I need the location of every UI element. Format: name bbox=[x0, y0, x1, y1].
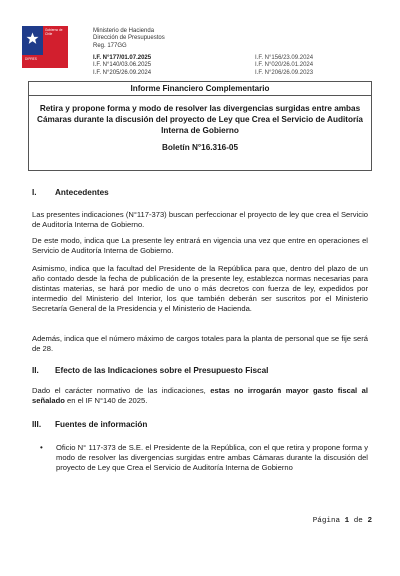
paragraph: De este modo, indica que La presente ley entrará en vigencia una vez que entre en operaciones el Servicio de Auditoría Interna de Gobierno. bbox=[32, 236, 368, 255]
bold-text-span: estas no irrogarán mayor gasto fiscal al señalado bbox=[32, 386, 368, 405]
text-span: en el IF N°140 de 2025. bbox=[67, 396, 148, 405]
ministry-block bbox=[93, 28, 165, 50]
report-subject: Retira y propone forma y modo de resolver las divergencias surgidas entre ambas Cámaras durante la discusión del proyecto de Ley que Crea el Servicio de Auditoría Interna de Gobierno bbox=[37, 104, 363, 136]
report-type: Informe Financiero Complementario bbox=[29, 82, 371, 96]
section-title: Fuentes de información bbox=[55, 420, 148, 429]
if-previous: I.F. N°206/26.09.2023 bbox=[255, 69, 314, 76]
title-box bbox=[28, 81, 372, 171]
if-previous: I.F. N°156/23.09.2024 bbox=[255, 55, 314, 61]
bulletin-number: Boletín N°16.316-05 bbox=[161, 142, 239, 152]
if-previous: I.F. N°140/03.06.2025 bbox=[93, 62, 152, 69]
bullet-icon: • bbox=[40, 443, 43, 452]
section-heading-efecto bbox=[32, 366, 268, 375]
if-reference-left bbox=[93, 55, 151, 77]
section-number: II. bbox=[32, 366, 39, 375]
section-heading-antecedentes bbox=[32, 188, 109, 197]
section-heading-fuentes bbox=[32, 420, 147, 429]
government-logo bbox=[22, 26, 68, 68]
page-of: de bbox=[353, 517, 363, 525]
logo-red-text: Gobierno de Chile bbox=[43, 26, 68, 55]
section-title: Efecto de las Indicaciones sobre el Presupuesto Fiscal bbox=[55, 366, 269, 375]
paragraph bbox=[32, 386, 368, 406]
if-reference-right bbox=[255, 55, 313, 77]
if-current: I.F. N°177/01.07.2025 bbox=[93, 55, 152, 61]
if-previous: I.F. N°020/26.01.2024 bbox=[255, 62, 314, 69]
section-number: III. bbox=[32, 420, 42, 429]
text-span: Dado el carácter normativo de las indicaciones, bbox=[32, 386, 206, 395]
if-previous: I.F. N°205/26.09.2024 bbox=[93, 69, 152, 76]
paragraph: Además, indica que el número máximo de cargos totales para la planta de personal que se fije será de 28. bbox=[32, 334, 368, 353]
section-number: I. bbox=[32, 188, 37, 197]
bullet-item: Oficio N° 117-373 de S.E. el Presidente de la República, con el que retira y propone forma y modo de resolver las divergencias surgidas entre ambas Cámaras durante la discusión del proyecto de Ley que Crea el Servicio de Auditoría Interna de Gobierno bbox=[56, 443, 368, 473]
paragraph: Asimismo, indica que la facultad del Presidente de la República para que, dentro del plazo de un año contado desde la fecha de publicación de la presente ley, establezca normas necesarias para distintas materias, se hará por medio de uno o más decretos con fuerza de ley, expedidos por intermedio del Ministerio del Interior, los que también deberán ser suscritos por el Ministerio Secretaría General de la Presidencia y el Ministerio de Hacienda. bbox=[32, 264, 368, 313]
paragraph: Las presentes indicaciones (N°117-373) buscan perfeccionar el proyecto de ley que crea el Servicio de Auditoría Interna de Gobierno. bbox=[32, 210, 368, 229]
page-word: Página bbox=[312, 517, 341, 525]
ministry-line: Reg. 177GG bbox=[93, 42, 127, 49]
page-total: 2 bbox=[367, 517, 372, 525]
section-title: Antecedentes bbox=[55, 188, 109, 197]
logo-bottom-text: DIPRES bbox=[22, 55, 68, 68]
ministry-line: Ministerio de Hacienda bbox=[93, 28, 155, 34]
page-number bbox=[313, 517, 372, 525]
star-icon bbox=[26, 32, 39, 45]
ministry-line: Dirección de Presupuestos bbox=[93, 35, 165, 42]
page-current: 1 bbox=[344, 517, 350, 525]
